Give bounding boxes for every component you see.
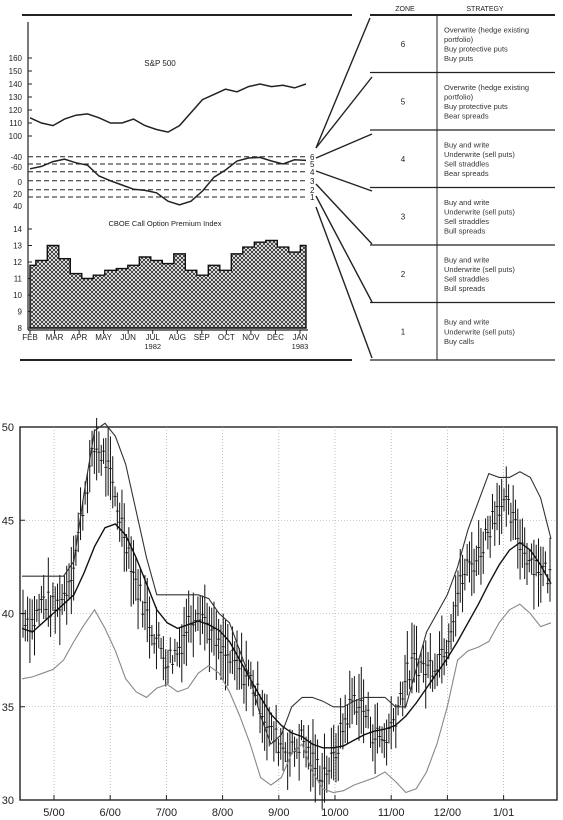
zone-number: 3 [400, 212, 406, 222]
month-label: OCT [217, 333, 235, 342]
y-tick-label: 40 [1, 608, 14, 621]
y-tick-label: 30 [1, 795, 14, 807]
sp500-line [30, 84, 306, 132]
strategy-line: Buy and write [444, 317, 490, 327]
strategy-line: Bull spreads [444, 226, 486, 236]
strategy-line: Bear spreads [444, 169, 489, 179]
zone-connector [316, 196, 372, 302]
premium-tick-label: -60 [10, 163, 22, 172]
month-label: DEC [267, 333, 284, 342]
index-tick-label: 12 [13, 258, 22, 267]
sp500-zone-chart [0, 0, 563, 375]
sp500-tick-label: 100 [8, 132, 22, 141]
x-tick-label: 12/00 [433, 807, 462, 819]
zone-boundary-label: 5 [310, 160, 315, 169]
month-label: JAN [292, 333, 308, 342]
strategy-line: Sell straddles [444, 274, 490, 284]
zone-number: 1 [400, 327, 406, 337]
zone-boundary-label: 4 [310, 167, 315, 177]
index-tick-label: 9 [17, 307, 22, 317]
zone-connector [316, 207, 372, 358]
x-tick-label: 9/00 [268, 807, 290, 819]
month-label: JUL [145, 333, 160, 342]
index-tick-label: 8 [17, 324, 22, 333]
sp500-tick-label: 110 [9, 119, 22, 128]
zone-number: 4 [400, 154, 406, 164]
index-tick-label: 11 [13, 274, 22, 284]
strategy-line: Underwrite (sell puts) [444, 264, 515, 274]
month-label: NOV [242, 333, 260, 342]
month-label: FEB [22, 333, 38, 342]
premium-tick-label: 20 [13, 190, 22, 199]
x-tick-label: 1/01 [492, 807, 515, 819]
x-tick-label: 7/00 [155, 807, 178, 819]
zone-boundary-label: 6 [310, 152, 315, 162]
zone-boundary-label: 2 [310, 185, 315, 195]
strategy-line: Overwrite (hedge existing [444, 82, 530, 92]
index-tick-label: 14 [13, 225, 22, 234]
sp500-tick-label: 120 [8, 106, 22, 115]
zone-connector [316, 184, 372, 244]
month-label: AUG [168, 333, 186, 342]
strategy-line: Buy calls [444, 336, 475, 346]
strategy-line: Bull spreads [444, 284, 486, 294]
premium-tick-label: 0 [17, 178, 22, 187]
strategy-line: Buy and write [444, 255, 490, 265]
strategy-line: Buy protective puts [444, 102, 508, 112]
index-tick-label: 13 [13, 241, 22, 251]
strategy-line: Buy and write [444, 197, 490, 207]
strategy-line: portfolio) [444, 92, 474, 102]
price-bands-chart [0, 375, 563, 820]
y-tick-label: 35 [1, 701, 14, 714]
strategy-line: portfolio) [444, 34, 474, 44]
zone-connector [316, 18, 370, 148]
x-tick-label: 8/00 [211, 807, 234, 819]
x-tick-label: 6/00 [99, 807, 121, 819]
sp500-tick-label: 160 [8, 54, 22, 63]
strategy-line: Sell straddles [444, 217, 490, 227]
month-label: MAR [45, 333, 64, 342]
premium-tick-label: 40 [13, 202, 22, 211]
strategy-line: Underwrite (sell puts) [444, 327, 515, 337]
strategy-line: Sell straddles [444, 159, 490, 169]
zone-boundary-label: 1 [310, 193, 315, 202]
year-label: 1983 [291, 342, 309, 351]
index-area [30, 241, 306, 329]
x-tick-label: 5/00 [43, 807, 65, 819]
strategy-line: Overwrite (hedge existing [444, 25, 530, 35]
index-tick-label: 10 [13, 291, 22, 300]
index-title: CBOE Call Option Premium Index [108, 219, 222, 228]
x-tick-label: 10/00 [321, 807, 349, 819]
y-tick-label: 45 [1, 515, 14, 528]
lower-band-line [22, 604, 551, 792]
strategy-line: Underwrite (sell puts) [444, 207, 515, 217]
year-label: 1982 [144, 342, 162, 351]
sp500-title: S&P 500 [144, 59, 176, 68]
strategy-line: Underwrite (sell puts) [444, 149, 515, 159]
strategy-line: Bear spreads [444, 111, 489, 121]
strategy-line: Buy and write [444, 140, 490, 150]
month-label: MAY [95, 333, 113, 342]
zone-number: 6 [400, 39, 406, 49]
strategy-line: Buy puts [444, 54, 474, 64]
premium-tick-label: -40 [10, 153, 22, 162]
x-tick-label: 11/00 [377, 807, 405, 819]
y-tick-label: 50 [1, 422, 14, 434]
zone-number: 5 [400, 97, 406, 107]
sp500-tick-label: 130 [8, 93, 22, 102]
strategy-line: Buy protective puts [444, 44, 508, 54]
zone-header: ZONE [395, 6, 415, 13]
zone-connector [316, 171, 372, 191]
zone-number: 2 [400, 269, 406, 279]
sp500-tick-label: 140 [8, 80, 22, 89]
month-label: SEP [193, 333, 210, 342]
month-label: JUN [120, 333, 136, 342]
sp500-tick-label: 150 [8, 67, 22, 76]
strategy-header: STRATEGY [466, 6, 504, 13]
month-label: APR [70, 333, 88, 342]
zone-boundary-label: 3 [310, 176, 315, 186]
